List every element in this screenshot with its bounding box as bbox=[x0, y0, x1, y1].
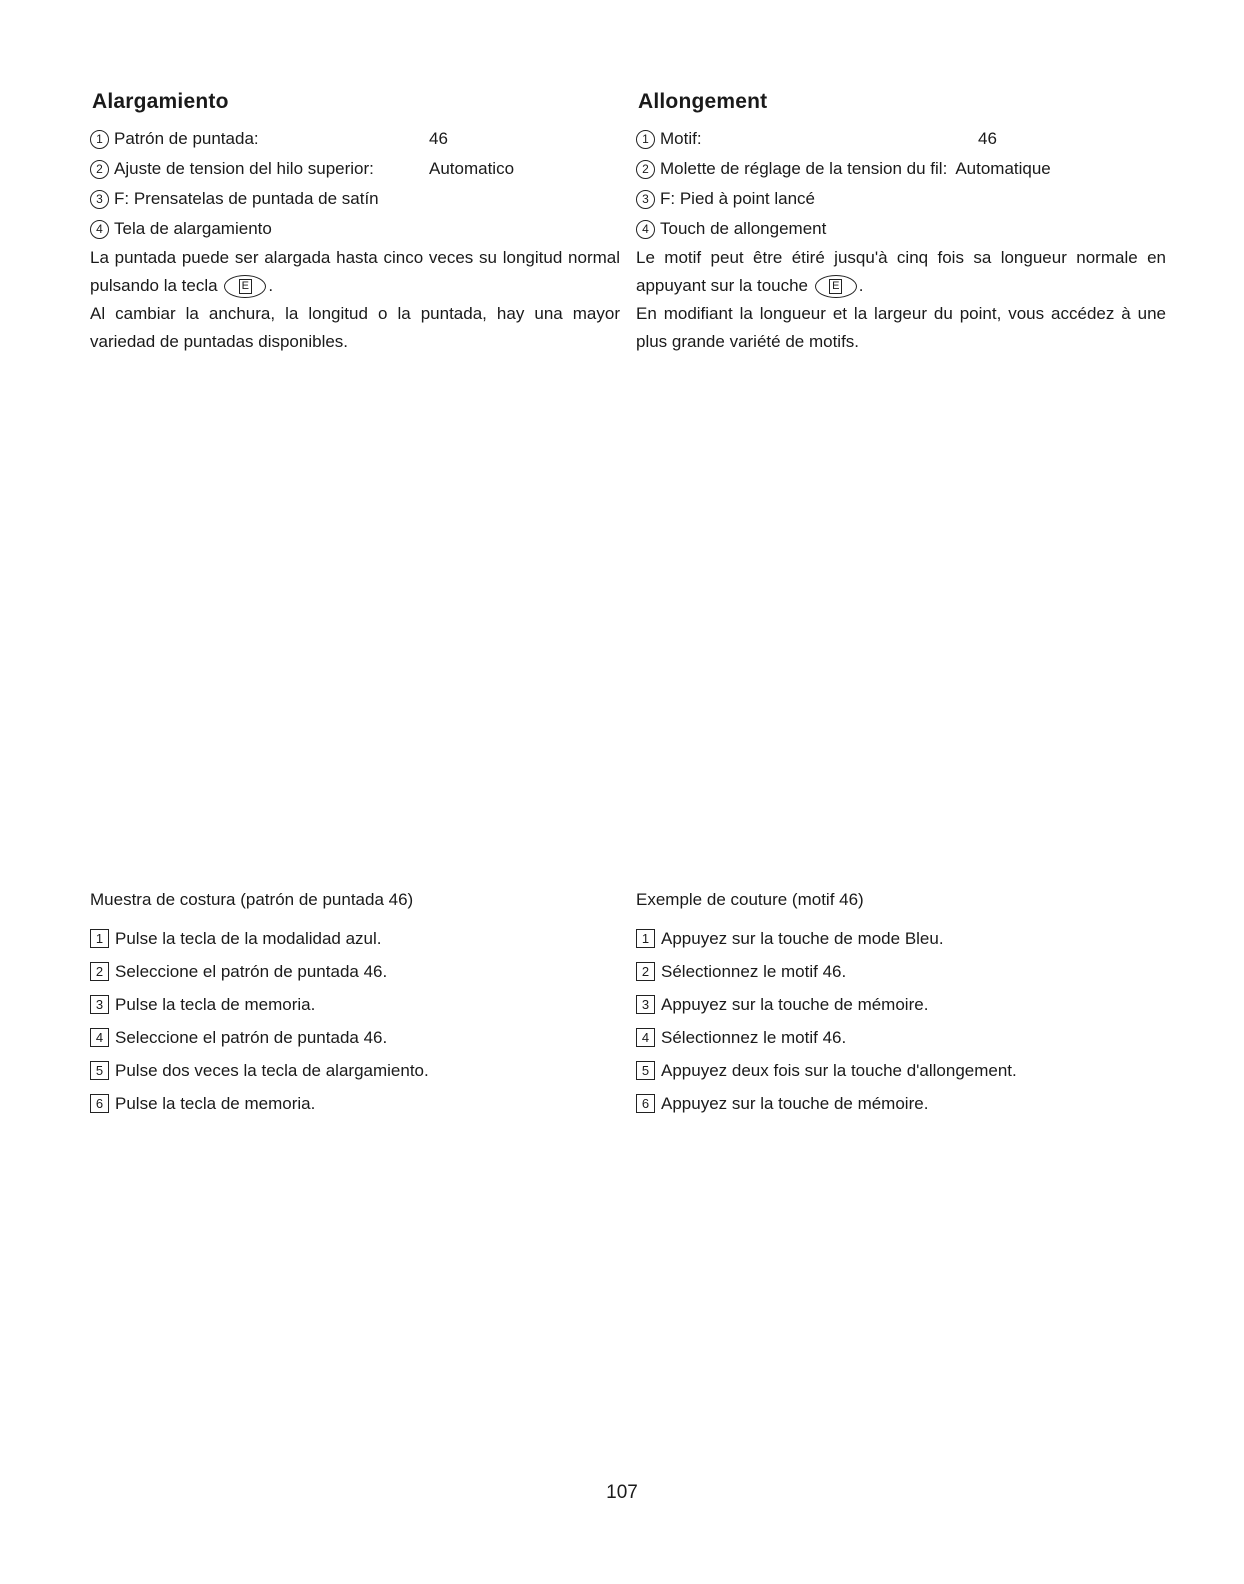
section-title: Alargamiento bbox=[92, 90, 229, 113]
step-text: Appuyez deux fois sur la touche d'allongement. bbox=[661, 1061, 1017, 1080]
sample-title: Exemple de couture (motif 46) bbox=[636, 890, 864, 909]
step-text: Sélectionnez le motif 46. bbox=[661, 962, 847, 981]
step-item bbox=[90, 922, 620, 955]
step-text: Seleccione el patrón de puntada 46. bbox=[115, 1028, 388, 1047]
spec-label: Touch de allongement bbox=[660, 219, 827, 238]
description-paragraph: Al cambiar la anchura, la longitud o la puntada, hay una mayor variedad de puntadas disponibles. bbox=[90, 304, 620, 351]
elongation-key-icon bbox=[224, 275, 266, 298]
circled-number: 2 bbox=[90, 160, 109, 179]
boxed-number: 2 bbox=[90, 962, 109, 981]
step-item bbox=[636, 988, 1166, 1021]
circled-number: 1 bbox=[636, 130, 655, 149]
spec-label: Motif: bbox=[660, 129, 702, 148]
spec-label: Patrón de puntada: bbox=[114, 129, 259, 148]
key-letter: E bbox=[829, 279, 842, 294]
step-text: Appuyez sur la touche de mémoire. bbox=[661, 995, 929, 1014]
paragraph-text: La puntada puede ser alargada hasta cinco veces su longitud normal pulsando la tecla bbox=[90, 248, 620, 295]
spec-row bbox=[90, 124, 620, 154]
boxed-number: 1 bbox=[636, 929, 655, 948]
step-item bbox=[636, 955, 1166, 988]
key-letter: E bbox=[239, 279, 252, 294]
elongation-key-icon bbox=[815, 275, 857, 298]
page-number: 107 bbox=[606, 1482, 638, 1503]
boxed-number: 4 bbox=[90, 1028, 109, 1047]
circled-number: 2 bbox=[636, 160, 655, 179]
spanish-section bbox=[90, 90, 620, 356]
spec-row bbox=[90, 184, 620, 214]
spec-row bbox=[636, 214, 1166, 244]
boxed-number: 3 bbox=[90, 995, 109, 1014]
step-item bbox=[90, 988, 620, 1021]
step-item bbox=[636, 922, 1166, 955]
paragraph-end: . bbox=[268, 276, 274, 295]
boxed-number: 1 bbox=[90, 929, 109, 948]
french-section bbox=[636, 90, 1166, 356]
paragraph-text: Le motif peut être étiré jusqu'à cinq fois sa longueur normale en appuyant sur la touche bbox=[636, 248, 1166, 295]
step-text: Sélectionnez le motif 46. bbox=[661, 1028, 847, 1047]
step-text: Seleccione el patrón de puntada 46. bbox=[115, 962, 388, 981]
boxed-number: 6 bbox=[90, 1094, 109, 1113]
spec-value: 46 bbox=[978, 129, 997, 148]
boxed-number: 4 bbox=[636, 1028, 655, 1047]
step-text: Appuyez sur la touche de mémoire. bbox=[661, 1094, 929, 1113]
step-item bbox=[90, 1054, 620, 1087]
sample-title: Muestra de costura (patrón de puntada 46) bbox=[90, 890, 414, 909]
spec-row bbox=[636, 184, 1166, 214]
spec-label: Tela de alargamiento bbox=[114, 219, 272, 238]
spec-value: Automatique bbox=[955, 159, 1051, 178]
section-title: Allongement bbox=[638, 90, 768, 113]
step-text: Pulse dos veces la tecla de alargamiento. bbox=[115, 1061, 429, 1080]
spec-label: F: Pied à point lancé bbox=[660, 189, 815, 208]
circled-number: 4 bbox=[90, 220, 109, 239]
boxed-number: 5 bbox=[90, 1061, 109, 1080]
circled-number: 3 bbox=[636, 190, 655, 209]
spec-row bbox=[636, 154, 1166, 184]
step-item bbox=[636, 1054, 1166, 1087]
spec-label: Ajuste de tension del hilo superior: bbox=[114, 159, 374, 178]
spec-row bbox=[90, 154, 620, 184]
step-item bbox=[90, 955, 620, 988]
step-text: Pulse la tecla de la modalidad azul. bbox=[115, 929, 382, 948]
step-item bbox=[90, 1087, 620, 1120]
step-item bbox=[90, 1021, 620, 1054]
spec-label: F: Prensatelas de puntada de satín bbox=[114, 189, 379, 208]
spec-row bbox=[90, 214, 620, 244]
boxed-number: 5 bbox=[636, 1061, 655, 1080]
spec-label: Molette de réglage de la tension du fil: bbox=[660, 159, 948, 178]
description-paragraph bbox=[636, 244, 1166, 300]
french-sample-steps bbox=[636, 888, 1166, 1120]
boxed-number: 6 bbox=[636, 1094, 655, 1113]
step-text: Pulse la tecla de memoria. bbox=[115, 995, 316, 1014]
spanish-sample-steps bbox=[90, 888, 620, 1120]
description-paragraph: En modifiant la longueur et la largeur du point, vous accédez à une plus grande variété de motifs. bbox=[636, 304, 1166, 351]
circled-number: 1 bbox=[90, 130, 109, 149]
step-text: Appuyez sur la touche de mode Bleu. bbox=[661, 929, 944, 948]
step-item bbox=[636, 1087, 1166, 1120]
step-item bbox=[636, 1021, 1166, 1054]
boxed-number: 3 bbox=[636, 995, 655, 1014]
circled-number: 4 bbox=[636, 220, 655, 239]
step-text: Pulse la tecla de memoria. bbox=[115, 1094, 316, 1113]
spec-row bbox=[636, 124, 1166, 154]
spec-value: Automatico bbox=[429, 159, 515, 178]
paragraph-end: . bbox=[858, 276, 864, 295]
circled-number: 3 bbox=[90, 190, 109, 209]
description-paragraph bbox=[90, 244, 620, 300]
boxed-number: 2 bbox=[636, 962, 655, 981]
spec-value: 46 bbox=[429, 129, 448, 148]
